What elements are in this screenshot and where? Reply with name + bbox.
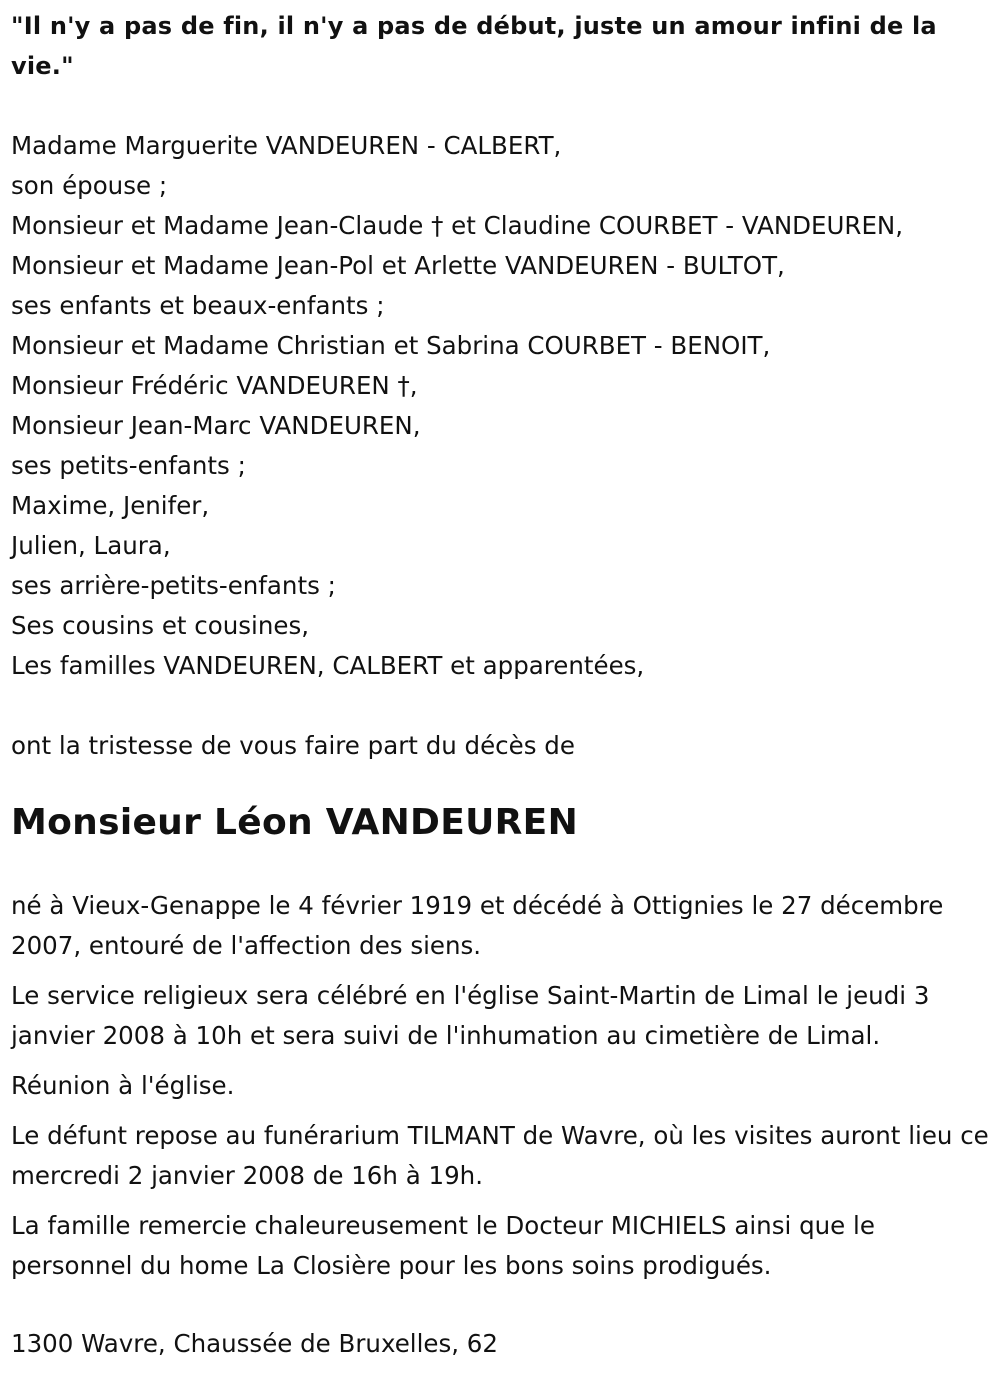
family-line: Monsieur et Madame Jean-Pol et Arlette VANDEUREN - BULTOT,: [11, 251, 785, 280]
family-line: ses arrière-petits-enfants ;: [11, 571, 336, 600]
deceased-name: Monsieur Léon VANDEUREN: [11, 802, 578, 843]
family-line: Monsieur Jean-Marc VANDEUREN,: [11, 411, 421, 440]
details-section: [11, 886, 991, 1286]
family-line: Monsieur Frédéric VANDEUREN †,: [11, 371, 418, 400]
family-line: Monsieur et Madame Jean-Claude † et Claudine COURBET - VANDEUREN,: [11, 211, 904, 240]
address-line: 1300 Wavre, Chaussée de Bruxelles, 62: [11, 1329, 498, 1358]
family-list: [11, 126, 991, 686]
family-line: Monsieur et Madame Christian et Sabrina COURBET - BENOIT,: [11, 331, 771, 360]
family-line: Julien, Laura,: [11, 531, 171, 560]
family-line: ses enfants et beaux-enfants ;: [11, 291, 385, 320]
announcement-text: ont la tristesse de vous faire part du décès de: [11, 731, 575, 760]
family-line: ses petits-enfants ;: [11, 451, 246, 480]
meeting-paragraph: Réunion à l'église.: [11, 1071, 235, 1100]
service-paragraph: Le service religieux sera célébré en l'église Saint-Martin de Limal le jeudi 3 janvier 2008 à 10h et sera suivi de l'inhumation au cimetière de Limal.: [11, 981, 930, 1050]
family-line: son épouse ;: [11, 171, 168, 200]
epigraph-quote: "Il n'y a pas de fin, il n'y a pas de début, juste un amour infini de la vie.": [11, 12, 937, 80]
family-line: Maxime, Jenifer,: [11, 491, 210, 520]
visits-paragraph: Le défunt repose au funérarium TILMANT de Wavre, où les visites auront lieu ce mercredi 2 janvier 2008 de 16h à 19h.: [11, 1121, 989, 1190]
thanks-paragraph: La famille remercie chaleureusement le Docteur MICHIELS ainsi que le personnel du home La Closière pour les bons soins prodigués.: [11, 1211, 875, 1280]
family-line: Les familles VANDEUREN, CALBERT et apparentées,: [11, 651, 645, 680]
family-line: Madame Marguerite VANDEUREN - CALBERT,: [11, 131, 562, 160]
birth-death-paragraph: né à Vieux-Genappe le 4 février 1919 et décédé à Ottignies le 27 décembre 2007, entouré de l'affection des siens.: [11, 891, 944, 960]
family-line: Ses cousins et cousines,: [11, 611, 309, 640]
obituary-notice: [11, 6, 991, 1364]
